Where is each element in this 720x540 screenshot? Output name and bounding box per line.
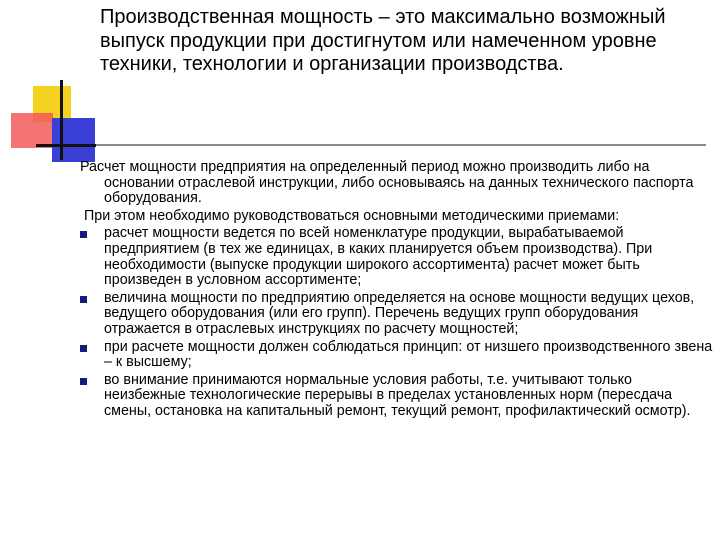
intro-paragraph: Расчет мощности предприятия на определенный период можно производить либо на основании отраслевой инструкции, либо основываясь на данных технического паспорта оборудования. — [80, 159, 694, 207]
square-bullet-icon — [80, 231, 87, 238]
slide-body — [80, 160, 716, 422]
decor-red-square — [11, 113, 53, 148]
decor-vertical-line — [60, 80, 63, 160]
bullet-text: при расчете мощности должен соблюдаться принцип: от низшего производственного звена – к высшему; — [104, 338, 713, 371]
bullet-text: расчет мощности ведется по всей номенклатуре продукции, вырабатываемой предприятием (в тех же единицах, в каких планируется объем производства). При необходимости (выпуске продукции широкого ассортимента) расчет может быть произведен в условном ассортименте; — [104, 225, 653, 289]
decor-blue-square — [52, 118, 95, 162]
bullet-item — [80, 340, 716, 371]
bullet-item — [80, 373, 716, 420]
slide-title: Производственная мощность – это максимально возможный выпуск продукции при достигнутом или намеченном уровне техники, технологии и организации производства. — [100, 6, 666, 75]
square-bullet-icon — [80, 378, 87, 385]
bullet-text: величина мощности по предприятию определяется на основе мощности ведущих цехов, ведущего оборудования (или его групп). Перечень ведущих групп оборудования отражается в отраслевых инструкциях по расчету мощностей; — [104, 289, 695, 337]
bullet-item — [80, 226, 716, 288]
bullet-item — [80, 291, 716, 338]
title-divider-line — [36, 144, 706, 146]
square-bullet-icon — [80, 296, 87, 303]
square-bullet-icon — [80, 345, 87, 352]
decor-divider-accent — [36, 144, 96, 147]
bullet-text: во внимание принимаются нормальные условия работы, т.е. учитывают только неизбежные технологические перерывы в пределах установленных норм (пересдача смены, остановка на капитальный ремонт, текущий ремонт, профилактический осмотр). — [104, 371, 691, 419]
methods-lead: При этом необходимо руководствоваться основными методическими приемами: — [84, 207, 620, 224]
